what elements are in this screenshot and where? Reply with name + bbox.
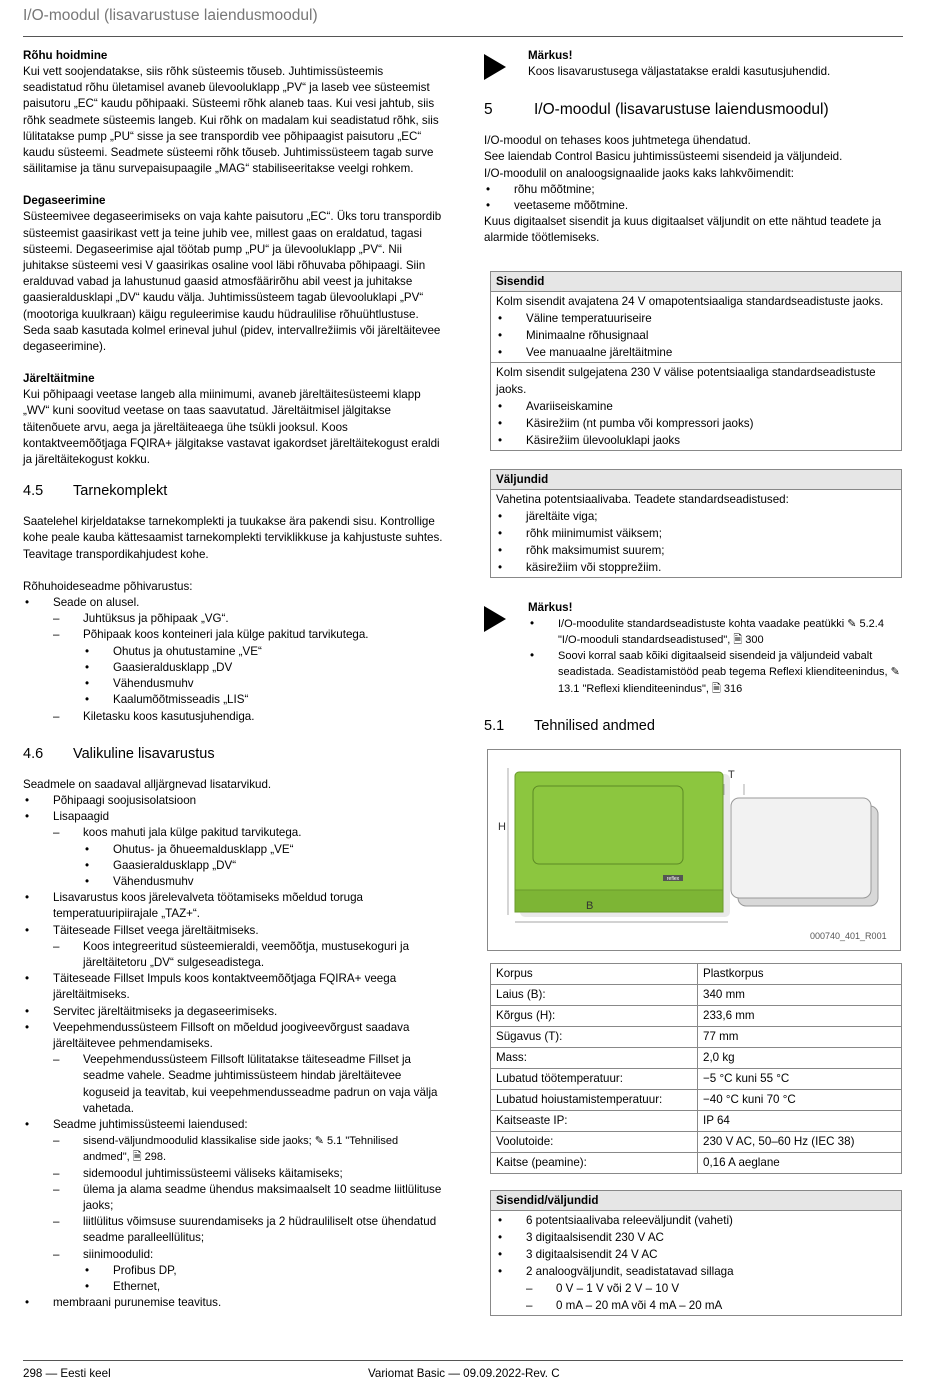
delivery-intro: Rõhuhoideseadme põhivarustus: xyxy=(23,579,193,593)
module-drawing xyxy=(488,750,900,950)
module-side-front xyxy=(731,798,871,898)
spec-label: Sügavus (T): xyxy=(491,1026,698,1047)
list-item: • Servitec järeltäitmiseks ja degaseerimiseks. xyxy=(23,1004,443,1020)
section-number: 4.6 xyxy=(23,745,44,762)
cross-reference-link[interactable]: sisend-väljundmoodulid klassikalise side jaoks; ✎ 5.1 "Tehnilised andmed", 🗎 298. xyxy=(83,1135,399,1164)
spec-value: 233,6 mm xyxy=(698,1005,902,1026)
cross-reference-link[interactable]: Soovi korral saab kõiki digitaalseid sisendeid ja väljundeid vabalt seadistada. Seadistamistööd peab tegema Reflexi klienditeenindus, ✎ 13.1 "Reflexi klienditeenindus", 🗎 316 xyxy=(558,650,900,695)
list-item: • 2 analoogväljundit, seadistatavad sillaga – 0 V – 1 V või 2 V – 10 V – 0 mA – 20 mA või 4 mA – 20 mA xyxy=(496,1263,896,1314)
delivery-text: Saatelehel kirjeldatakse tarnekomplekti ja tuukakse ära pakendi sisu. Kontrollige kohe peale kauba kättesaamist tarnekomplekti terviklikkuse ja kahjustuste suhtes. Teavitage transpordikahjudest kohe. xyxy=(23,515,443,561)
table-row xyxy=(491,1026,902,1047)
section-title: Valikuline lisavarustus xyxy=(73,745,215,762)
section-title: Tarnekomplekt xyxy=(73,483,168,500)
io-table xyxy=(490,1190,902,1316)
table-row xyxy=(491,1047,902,1068)
list-item: • Täiteseade Fillset veega järeltäitmiseks. – Koos integreeritud süsteemieraldi, veemõõtja, mustusekoguri ja järeltäitetoru „DV“ sulgeseadistega. xyxy=(23,923,443,972)
table-row xyxy=(491,1110,902,1131)
io-header: Sisendid/väljundid xyxy=(491,1190,902,1210)
spec-value: 77 mm xyxy=(698,1026,902,1047)
section-title: I/O-moodul (lisavarustuse laiendusmoodul) xyxy=(534,101,829,119)
refill-text: Kui põhipaagi veetase langeb alla miinimumi, avaneb järeltäitesüsteemi klapp „WV“ kuni soovitud veetase on taas saavutatud. Järeltäitmisel jälgitakse täitenõuete arvu, aega ja järeltäiteaega ühe tsükli jooksul. Koos kontaktveemõõtjaga FQIRA+ jälgitakse vastavat igakordset järeltäitekogust eraldi ja järeltäitekogust kokku. xyxy=(23,388,440,467)
list-item: • Vee manuaalne järeltäitmine xyxy=(496,344,896,361)
dimension-t-label: T xyxy=(728,768,735,781)
list-item: • Ohutus- ja õhueemaldusklapp „VE“ xyxy=(83,842,443,858)
page-footer xyxy=(23,1360,903,1380)
table-row: Kolm sisendit sulgejatena 230 V välise potentsiaaliga standardseadistuste jaoks. • Avariiseiskamine • Käsirežiim (nt pumba või kompressori jaoks) • Käsirežiim ülevooluklapi jaoks xyxy=(491,362,902,450)
list-item: • Lisavarustus koos järelevalveta töötamiseks mõeldud toruga temperatuuripiirajale „TAZ+“. xyxy=(23,890,443,922)
list-item: – 0 V – 1 V või 2 V – 10 V xyxy=(526,1280,896,1297)
spec-label: Lubatud hoiustamistemperatuur: xyxy=(491,1089,698,1110)
table-row xyxy=(491,1005,902,1026)
spec-value: −40 °C kuni 70 °C xyxy=(698,1089,902,1110)
module-bottom-edge xyxy=(515,890,723,912)
spec-value: 230 V AC, 50–60 Hz (IEC 38) xyxy=(698,1131,902,1152)
section-title: Tehnilised andmed xyxy=(534,717,655,734)
dimension-b-label: B xyxy=(586,899,594,912)
io-text-3: I/O-moodulil on analoogsignaalide jaoks kaks lahkvõimendit: xyxy=(484,166,794,180)
degas-text: Süsteemivee degaseerimiseks on vaja kahte paisutoru „EC“. Üks toru transpordib süsteemist gaasirikast vett ja teine juhib vee, millest gaas on eraldatud, tagasi süsteemi. Degaseerimise ajal töötab pump „PU“ ja ülevooluklapp „PV“. Nii juhitakse süsteemi vesi V gaasirikas osaline vool läbi rõhuvaba põhipaagi. Siin eralduvad vabad ja lahustunud gaasid atmosfäärirõhu abil veest ja juhitakse gaasieraldusklapi „DV“ kaudu välja. Juhtimissüsteem tagab ülevooluklapi „PV“ (mootoriga kuulkraan) käigu reguleerimise kaudu hüdraulilise rõhuühtlustuse. Seda saab kasutada kolmel erineval juhul (pidev, intervallrežiimis või järeltäitevee degaseerimine). xyxy=(23,210,442,354)
list-item: • Vähendusmuhv xyxy=(83,676,443,692)
left-column xyxy=(23,48,443,1311)
spec-value: 0,16 A aeglane xyxy=(698,1152,902,1173)
table-row xyxy=(491,1089,902,1110)
section-4-6-heading xyxy=(23,745,443,763)
spec-value: Plastkorpus xyxy=(698,963,902,984)
note-text: Koos lisavarustusega väljastatakse eraldi kasutusjuhendid. xyxy=(528,65,831,79)
io-text-4: Kuus digitaalset sisendit ja kuus digitaalset väljundit on ette nähtud teadete ja alarmide töötlemiseks. xyxy=(484,215,882,245)
spec-label: Laius (B): xyxy=(491,984,698,1005)
list-item: – Kiletasku koos kasutusjuhendiga. xyxy=(53,709,443,725)
list-item: • rõhu mõõtmine; xyxy=(484,182,904,198)
table-row xyxy=(491,1131,902,1152)
brand-label: reflex xyxy=(666,875,680,882)
list-item: – Koos integreeritud süsteemieraldi, veemõõtja, mustusekoguri ja järeltäitetoru „DV“ sulgeseadistega. xyxy=(53,939,443,971)
table-row xyxy=(491,963,902,984)
spec-label: Kõrgus (H): xyxy=(491,1005,698,1026)
spec-label: Kaitse (peamine): xyxy=(491,1152,698,1173)
spec-label: Voolutoide: xyxy=(491,1131,698,1152)
list-item: – koos mahuti jala külge pakitud tarvikutega. • Ohutus- ja õhueemaldusklapp „VE“ • Gaasieraldusklapp „DV“ • Vähendusmuhv xyxy=(53,825,443,890)
list-item: • järeltäite viga; xyxy=(496,508,896,525)
list-item: • Käsirežiim (nt pumba või kompressori jaoks) xyxy=(496,415,896,432)
pressure-text: Kui vett soojendatakse, siis rõhk süsteemis tõuseb. Juhtimissüsteemis seadistatud rõhu ületamisel avaneb ülevooluklapp „PV“ ja laseb vee süsteemist paisutoru „EC“ kaudu põhipaaki. Süsteemi rõhk alaneb taas. Kui vesi jahtub, siis rõhk seadmete süsteemis langeb. Kui rõhk on madalam kui seadistatud rõhk, siis lülitatakse pump „PU“ sisse ja see transpordib vee põhipaagist paisutoru „EC“ kaudu süsteemi. Seadmete süsteemi rõhk tõuseb. Juhtimissüsteem tagab surve säilitamise ja tänu survepaisupaagile „MAG“ stabiliseeritakse veelgi rohkem. xyxy=(23,65,439,176)
list-item: • Avariiseiskamine xyxy=(496,398,896,415)
list-item: – ülema ja alama seadme ühendus maksimaalselt 10 seadme liitlülituse jaoks; xyxy=(53,1182,443,1214)
footer-page: 298 — Eesti keel xyxy=(23,1367,111,1380)
list-item: • Käsirežiim ülevooluklapi jaoks xyxy=(496,432,896,449)
list-item: • Täiteseade Fillset Impuls koos kontaktveemõõtjaga FQIRA+ veega järeltäitmiseks. xyxy=(23,971,443,1003)
section-4-5-heading xyxy=(23,482,443,500)
spec-value: 340 mm xyxy=(698,984,902,1005)
right-column xyxy=(484,48,904,1316)
spec-value: 2,0 kg xyxy=(698,1047,902,1068)
spec-value: IP 64 xyxy=(698,1110,902,1131)
inputs-table xyxy=(490,271,902,451)
note-arrow-icon xyxy=(484,54,506,80)
list-item: • Profibus DP, xyxy=(83,1263,443,1279)
list-item xyxy=(53,1133,443,1165)
list-item: – liitlülitus võimsuse suurendamiseks ja 2 hüdrauliliselt otse ühendatud seadme paralleellülitus; xyxy=(53,1214,443,1246)
pressure-heading: Rõhu hoidmine xyxy=(23,49,108,62)
list-item: – 0 mA – 20 mA või 4 mA – 20 mA xyxy=(526,1297,896,1314)
list-item: – sidemoodul juhtimissüsteemi väliseks käitamiseks; xyxy=(53,1166,443,1182)
note-accessories xyxy=(484,48,904,85)
table-row xyxy=(491,1210,902,1315)
section-number: 5 xyxy=(484,101,493,119)
accessories-list xyxy=(23,793,443,1312)
outputs-header: Väljundid xyxy=(491,469,902,489)
io-text-1: I/O-moodul on tehases koos juhtmetega ühendatud. xyxy=(484,134,751,148)
list-item xyxy=(528,648,904,697)
delivery-list xyxy=(23,595,443,725)
spec-value: −5 °C kuni 55 °C xyxy=(698,1068,902,1089)
amplifier-list xyxy=(484,182,904,214)
dimension-h-label: H xyxy=(498,820,506,833)
list-item: • Veepehmendussüsteem Fillsoft on mõeldud joogiveevõrgust saadava järeltäitevee pehmendamiseks. – Veepehmendussüsteem Fillsoft lülitatakse täiteseadme Fillset ja seadme vahele. Seadme juhtimissüsteem hindab järeltäitevee koguseid ja teavitab, kui veepehmendusseadme padrun on vaja välja vahetada. xyxy=(23,1020,443,1117)
io-text-2: See laiendab Control Basicu juhtimissüsteemi sisendeid ja väljundeid. xyxy=(484,150,843,164)
list-item: • käsirežiim või stopprežiim. xyxy=(496,559,896,576)
list-item: • 3 digitaalsisendit 230 V AC xyxy=(496,1229,896,1246)
list-item: • 3 digitaalsisendit 24 V AC xyxy=(496,1246,896,1263)
section-number: 5.1 xyxy=(484,717,505,734)
outputs-table xyxy=(490,469,902,578)
inputs-header: Sisendid xyxy=(491,271,902,291)
table-row: Kolm sisendit avajatena 24 V omapotentsiaaliga standardseadistuste jaoks. • Väline temperatuuriseire • Minimaalne rõhusignaal • Vee manuaalne järeltäitmine xyxy=(491,291,902,362)
cross-reference-link[interactable]: I/O-moodulite standardseadistuste kohta vaadake peatükki ✎ 5.2.4 "I/O-mooduli standardseadistused", 🗎 300 xyxy=(558,617,884,647)
footer-document: Variomat Basic — 09.09.2022-Rev. C xyxy=(368,1367,560,1380)
list-item: • membraani purunemise teavitus. xyxy=(23,1295,443,1311)
list-item: – Veepehmendussüsteem Fillsoft lülitatakse täiteseadme Fillset ja seadme vahele. Seadme juhtimissüsteem hindab järeltäitevee koguseid ja teavitab, kui veepehmendusseadme padrun on vaja välja vahetada. xyxy=(53,1052,443,1117)
module-figure xyxy=(487,749,901,951)
list-item: • Minimaalne rõhusignaal xyxy=(496,327,896,344)
note-arrow-icon xyxy=(484,606,506,632)
section-5-1-heading xyxy=(484,717,904,735)
page-header: I/O-moodul (lisavarustuse laiendusmoodul) xyxy=(23,4,903,37)
section-number: 4.5 xyxy=(23,483,44,500)
list-item: – siinimoodulid: • Profibus DP, • Ethernet, xyxy=(53,1247,443,1296)
list-item: – Põhipaak koos konteineri jala külge pakitud tarvikutega. • Ohutus ja ohutustamine „VE“ • Gaasieraldusklapp „DV • Vähendusmuhv • Kaalumõõtmisseadis „LIS“ xyxy=(53,627,443,708)
list-item: • rõhk maksimumist suurem; xyxy=(496,542,896,559)
table-row: Vahetina potentsiaalivaba. Teadete standardseadistused: • järeltäite viga; • rõhk miinimumist väiksem; • rõhk maksimumist suurem; • käsirežiim või stopprežiim. xyxy=(491,489,902,577)
table-row xyxy=(491,1068,902,1089)
note-title: Märkus! xyxy=(528,49,573,62)
table-row xyxy=(491,984,902,1005)
accessories-intro: Seadmele on saadaval alljärgnevad lisatarvikud. xyxy=(23,777,272,791)
list-item: • Vähendusmuhv xyxy=(83,874,443,890)
list-item: • veetaseme mõõtmine. xyxy=(484,198,904,214)
list-item: • Ohutus ja ohutustamine „VE“ xyxy=(83,644,443,660)
table-row xyxy=(491,1152,902,1173)
list-item: • Gaasieraldusklapp „DV xyxy=(83,660,443,676)
figure-code: 000740_401_R001 xyxy=(810,930,887,941)
spec-label: Lubatud töötemperatuur: xyxy=(491,1068,698,1089)
list-item: • Seade on alusel. – Juhtüksus ja põhipaak „VG“. – Põhipaak koos konteineri jala külge pakitud tarvikutega. • Ohutus ja ohutustamine „VE“ • Gaasieraldusklapp „DV • Vähendusmuhv • Kaalumõõtmisseadis „LIS“ – Kiletasku koos kasutusjuhendiga. xyxy=(23,595,443,725)
list-item: • Väline temperatuuriseire xyxy=(496,310,896,327)
list-item: • rõhk miinimumist väiksem; xyxy=(496,525,896,542)
note-settings xyxy=(484,600,904,697)
spec-label: Kaitseaste IP: xyxy=(491,1110,698,1131)
spec-label: Mass: xyxy=(491,1047,698,1068)
list-item: • Põhipaagi soojusisolatsioon xyxy=(23,793,443,809)
list-item: • Kaalumõõtmisseadis „LIS“ xyxy=(83,692,443,708)
list-item: • Seadme juhtimissüsteemi laiendused: – sisend-väljundmoodulid klassikalise side jaoks; ✎ 5.1 "Tehnilised andmed", 🗎 298. – sidemoodul juhtimissüsteemi väliseks käitamiseks; – ülema ja alama seadme ühendus maksimaalselt 10 seadme liitlülituse jaoks; – liitlülitus võimsuse suurendamiseks ja 2 hüdrauliliselt otse ühendatud seadme paralleellülitus; – siinimoodulid: • Profibus DP, • Ethernet, xyxy=(23,1117,443,1295)
list-item xyxy=(528,616,904,648)
list-item: • 6 potentsiaalivaba releeväljundit (vaheti) xyxy=(496,1212,896,1229)
list-item: • Ethernet, xyxy=(83,1279,443,1295)
spec-label: Korpus xyxy=(491,963,698,984)
list-item: • Gaasieraldusklapp „DV“ xyxy=(83,858,443,874)
refill-heading: Järeltäitmine xyxy=(23,372,95,386)
degas-heading: Degaseerimine xyxy=(23,194,106,208)
list-item: – Juhtüksus ja põhipaak „VG“. xyxy=(53,611,443,627)
note-title: Märkus! xyxy=(528,600,573,614)
list-item: • Lisapaagid – koos mahuti jala külge pakitud tarvikutega. • Ohutus- ja õhueemaldusklapp „VE“ • Gaasieraldusklapp „DV“ • Vähendusmuhv xyxy=(23,809,443,890)
specs-table xyxy=(490,963,902,1174)
section-5-heading xyxy=(484,101,904,119)
